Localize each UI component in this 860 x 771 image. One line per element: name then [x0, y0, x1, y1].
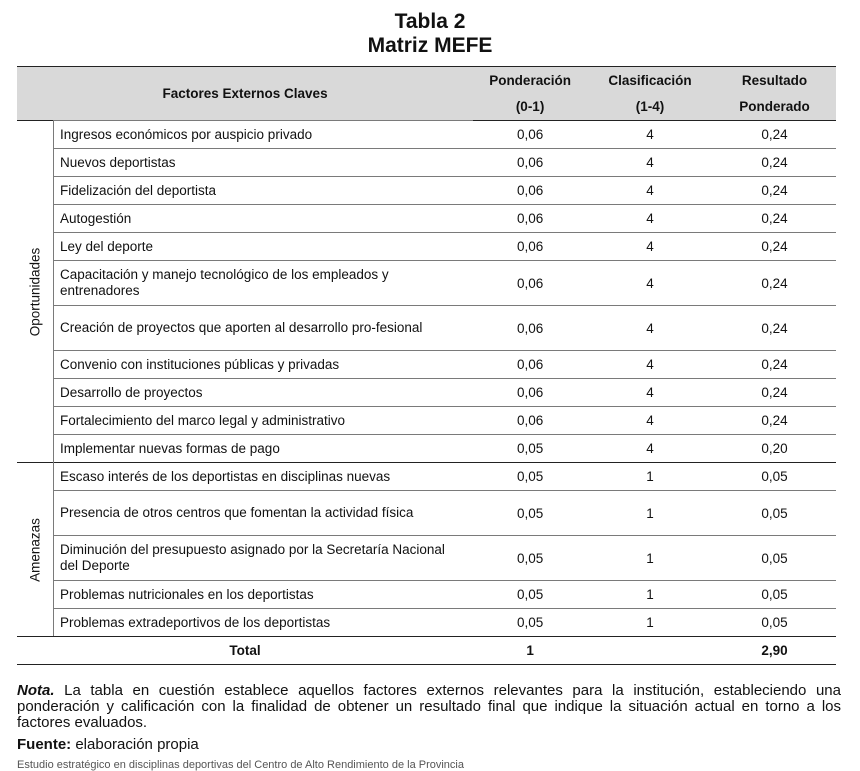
resultado-cell: 0,24: [713, 261, 836, 306]
header-clasificacion: Clasificación: [587, 67, 713, 94]
table-row: [17, 261, 836, 306]
ponderacion-cell: 0,06: [473, 407, 587, 435]
clasificacion-cell: 1: [587, 463, 713, 491]
mefe-matrix-table: [17, 66, 836, 665]
factor-cell: Autogestión: [53, 205, 473, 233]
ponderacion-cell: 0,06: [473, 205, 587, 233]
group-label: Amenazas: [27, 517, 43, 582]
clasificacion-cell: 4: [587, 177, 713, 205]
header-ponderacion: Ponderación: [473, 67, 587, 94]
table-row: [17, 407, 836, 435]
table-row: [17, 205, 836, 233]
clasificacion-cell: 1: [587, 609, 713, 637]
factor-cell: Nuevos deportistas: [53, 149, 473, 177]
table-row: [17, 121, 836, 149]
clasificacion-cell: 4: [587, 435, 713, 463]
table-note: [17, 683, 841, 731]
ponderacion-cell: 0,06: [473, 233, 587, 261]
clasificacion-cell: 4: [587, 149, 713, 177]
clasificacion-cell: 4: [587, 261, 713, 306]
resultado-cell: 0,05: [713, 463, 836, 491]
clasificacion-cell: 4: [587, 351, 713, 379]
resultado-cell: 0,05: [713, 491, 836, 536]
factor-cell: Creación de proyectos que aporten al desarrollo pro-fesional: [53, 306, 473, 351]
clasificacion-cell: 4: [587, 407, 713, 435]
factor-cell: Problemas extradeportivos de los deportistas: [53, 609, 473, 637]
clasificacion-cell: 4: [587, 306, 713, 351]
ponderacion-cell: 0,06: [473, 379, 587, 407]
clasificacion-cell: 4: [587, 121, 713, 149]
table-row: [17, 306, 836, 351]
resultado-cell: 0,24: [713, 177, 836, 205]
resultado-cell: 0,20: [713, 435, 836, 463]
table-row: [17, 177, 836, 205]
table-row: [17, 351, 836, 379]
ponderacion-cell: 0,05: [473, 536, 587, 581]
resultado-cell: 0,05: [713, 609, 836, 637]
table-row: [17, 233, 836, 261]
note-text: La tabla en cuestión establece aquellos factores externos relevantes para la institución, estableciendo una ponderación y calificación con la finalidad de obtener un resultado final que indique la situación actual en torno a los factores evaluados.: [17, 682, 841, 731]
factor-cell: Convenio con instituciones públicas y privadas: [53, 351, 473, 379]
table-source: [17, 737, 199, 753]
group-label: Oportunidades: [27, 247, 43, 336]
factor-cell: Ley del deporte: [53, 233, 473, 261]
resultado-cell: 0,05: [713, 536, 836, 581]
resultado-cell: 0,24: [713, 121, 836, 149]
total-ponderacion: 1: [473, 637, 587, 665]
clasificacion-cell: 4: [587, 205, 713, 233]
note-lead: Nota.: [17, 682, 55, 699]
table-row: [17, 581, 836, 609]
total-label: Total: [17, 637, 473, 665]
resultado-cell: 0,24: [713, 351, 836, 379]
table-row: [17, 379, 836, 407]
resultado-cell: 0,24: [713, 379, 836, 407]
header-resultado: Resultado: [713, 67, 836, 94]
factor-cell: Implementar nuevas formas de pago: [53, 435, 473, 463]
table-caption-number: Tabla 2: [394, 10, 466, 33]
table-caption-title: Matriz MEFE: [367, 34, 493, 57]
total-resultado: 2,90: [713, 637, 836, 665]
ponderacion-cell: 0,06: [473, 121, 587, 149]
table-row: [17, 149, 836, 177]
resultado-cell: 0,05: [713, 581, 836, 609]
ponderacion-cell: 0,05: [473, 609, 587, 637]
ponderacion-cell: 0,06: [473, 149, 587, 177]
ponderacion-cell: 0,05: [473, 581, 587, 609]
table-row: [17, 536, 836, 581]
table-row: [17, 463, 836, 491]
ponderacion-cell: 0,06: [473, 306, 587, 351]
factor-cell: Fortalecimiento del marco legal y administrativo: [53, 407, 473, 435]
header-factores: Factores Externos Claves: [17, 67, 473, 121]
ponderacion-cell: 0,05: [473, 491, 587, 536]
factor-cell: Diminución del presupuesto asignado por la Secretaría Nacional del Deporte: [53, 536, 473, 581]
source-lead: Fuente:: [17, 736, 72, 753]
header-clasificacion-range: (1-4): [587, 93, 713, 121]
table-row: [17, 491, 836, 536]
clasificacion-cell: 4: [587, 379, 713, 407]
header-ponderacion-range: (0-1): [473, 93, 587, 121]
resultado-cell: 0,24: [713, 205, 836, 233]
clasificacion-cell: 1: [587, 536, 713, 581]
resultado-cell: 0,24: [713, 233, 836, 261]
page-footer: Estudio estratégico en disciplinas deportivas del Centro de Alto Rendimiento de la Provincia: [17, 759, 464, 771]
factor-cell: Ingresos económicos por auspicio privado: [53, 121, 473, 149]
total-clasificacion: [587, 637, 713, 665]
resultado-cell: 0,24: [713, 306, 836, 351]
factor-cell: Presencia de otros centros que fomentan la actividad física: [53, 491, 473, 536]
resultado-cell: 0,24: [713, 149, 836, 177]
factor-cell: Fidelización del deportista: [53, 177, 473, 205]
clasificacion-cell: 1: [587, 581, 713, 609]
clasificacion-cell: 1: [587, 491, 713, 536]
group-label-cell: [17, 463, 53, 637]
table-row: [17, 609, 836, 637]
source-text: elaboración propia: [71, 736, 199, 753]
clasificacion-cell: 4: [587, 233, 713, 261]
resultado-cell: 0,24: [713, 407, 836, 435]
factor-cell: Capacitación y manejo tecnológico de los empleados y entrenadores: [53, 261, 473, 306]
factor-cell: Problemas nutricionales en los deportistas: [53, 581, 473, 609]
factor-cell: Escaso interés de los deportistas en disciplinas nuevas: [53, 463, 473, 491]
factor-cell: Desarrollo de proyectos: [53, 379, 473, 407]
ponderacion-cell: 0,05: [473, 463, 587, 491]
ponderacion-cell: 0,05: [473, 435, 587, 463]
ponderacion-cell: 0,06: [473, 351, 587, 379]
table-row: [17, 435, 836, 463]
group-label-cell: [17, 121, 53, 463]
header-resultado-sub: Ponderado: [713, 93, 836, 121]
ponderacion-cell: 0,06: [473, 261, 587, 306]
ponderacion-cell: 0,06: [473, 177, 587, 205]
